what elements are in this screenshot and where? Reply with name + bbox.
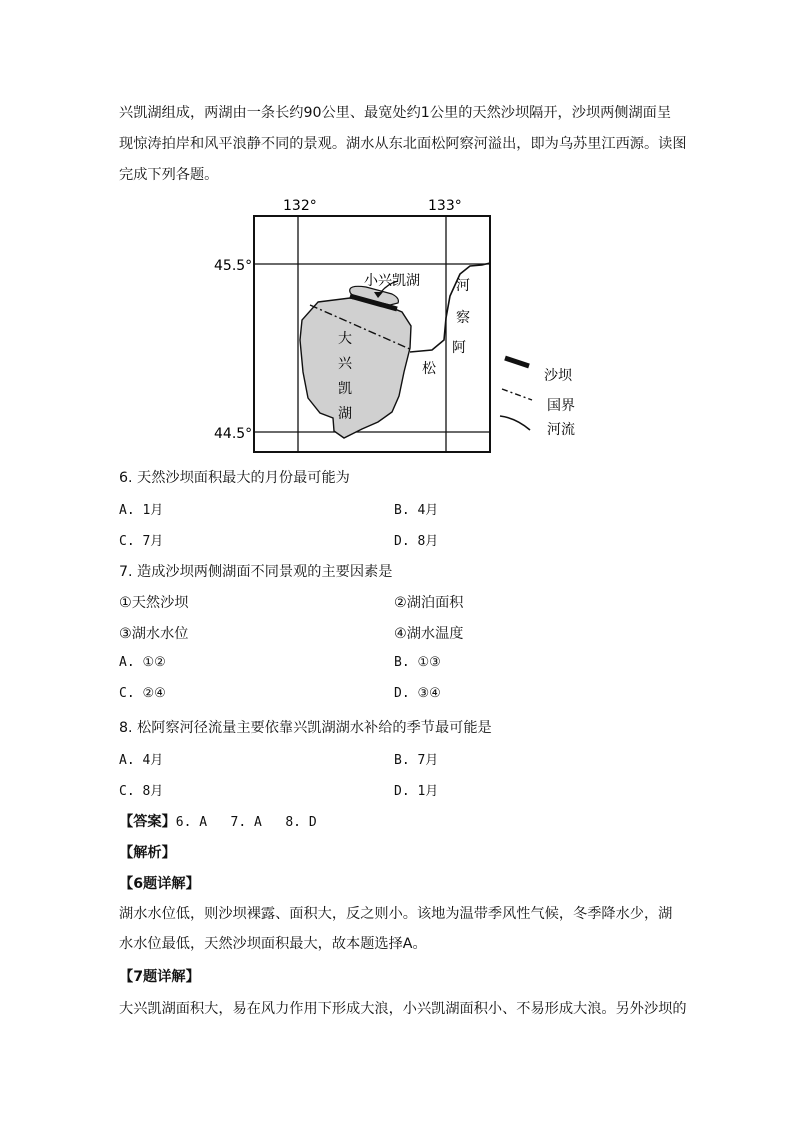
legend-river-label: 河流 [547, 422, 575, 438]
big-lake-char-1: 大 [338, 331, 352, 347]
small-lake-label: 小兴凯湖 [364, 273, 420, 289]
q6-option-d: D. 8月 [394, 534, 439, 549]
big-lake-char-4: 湖 [338, 406, 352, 422]
lon-label-133: 133° [428, 198, 462, 214]
big-lake-char-3: 凯 [338, 381, 352, 397]
q7-statement-2: ②湖泊面积 [394, 595, 464, 611]
q7-option-a: A. ①② [119, 655, 166, 670]
q8-option-d: D. 1月 [394, 784, 439, 799]
q7-stem: 7. 造成沙坝两侧湖面不同景观的主要因素是 [119, 564, 393, 580]
q8-option-c: C. 8月 [119, 784, 164, 799]
river-char-cha: 察 [456, 310, 470, 326]
q8-option-a: A. 4月 [119, 753, 164, 768]
analysis-heading: 【解析】 [119, 845, 176, 861]
q7-statement-3: ③湖水水位 [119, 626, 189, 642]
q8-option-b: B. 7月 [394, 753, 439, 768]
intro-line-3: 完成下列各题。 [119, 167, 219, 183]
legend-sandbar-label: 沙坝 [544, 368, 572, 384]
q6-option-a: A. 1月 [119, 503, 164, 518]
legend-river-symbol [500, 416, 530, 430]
lat-label-45-5: 45.5° [214, 258, 253, 274]
q6-detail-heading: 【6题详解】 [119, 876, 200, 892]
intro-line-1: 兴凯湖组成，两湖由一条长约90公里、最宽处约1公里的天然沙坝隔开，沙坝两侧湖面呈 [119, 105, 672, 121]
answer-values: 6. A 7. A 8. D [175, 815, 317, 830]
q8-stem: 8. 松阿察河径流量主要依靠兴凯湖湖水补给的季节最可能是 [119, 720, 492, 736]
q6-detail-body: 湖水水位低，则沙坝裸露、面积大，反之则小。该地为温带季风性气候，冬季降水少，湖水水位最低，天然沙坝面积最大，故本题选择A。 [119, 906, 673, 952]
q6-stem: 6. 天然沙坝面积最大的月份最可能为 [119, 470, 350, 486]
q6-option-c: C. 7月 [119, 534, 164, 549]
songacha-river [410, 263, 490, 352]
legend-border-label: 国界 [547, 398, 575, 414]
big-lake-char-2: 兴 [338, 356, 352, 372]
lat-label-44-5: 44.5° [214, 426, 253, 442]
q7-statement-1: ①天然沙坝 [119, 595, 189, 611]
answer-label: 【答案】 [119, 814, 176, 830]
river-char-song: 松 [422, 361, 436, 377]
q7-option-c: C. ②④ [119, 686, 166, 701]
legend-border-symbol [502, 389, 532, 400]
lon-label-132: 132° [283, 198, 317, 214]
q7-detail-body: 大兴凯湖面积大，易在风力作用下形成大浪，小兴凯湖面积小、不易形成大浪。另外沙坝的 [119, 1001, 687, 1017]
q7-detail-heading: 【7题详解】 [119, 969, 200, 985]
river-char-a: 阿 [452, 340, 466, 356]
answer-line [119, 811, 317, 831]
q7-statement-4: ④湖水温度 [394, 626, 464, 642]
lake-map [205, 190, 595, 460]
legend-sandbar-symbol [505, 358, 529, 366]
intro-line-2: 现惊涛拍岸和风平浪静不同的景观。湖水从东北面松阿察河溢出，即为乌苏里江西源。读图 [119, 136, 687, 152]
q7-option-b: B. ①③ [394, 655, 441, 670]
q7-option-d: D. ③④ [394, 686, 441, 701]
river-char-he: 河 [456, 278, 470, 294]
big-lake-shape [300, 298, 411, 438]
q6-option-b: B. 4月 [394, 503, 439, 518]
